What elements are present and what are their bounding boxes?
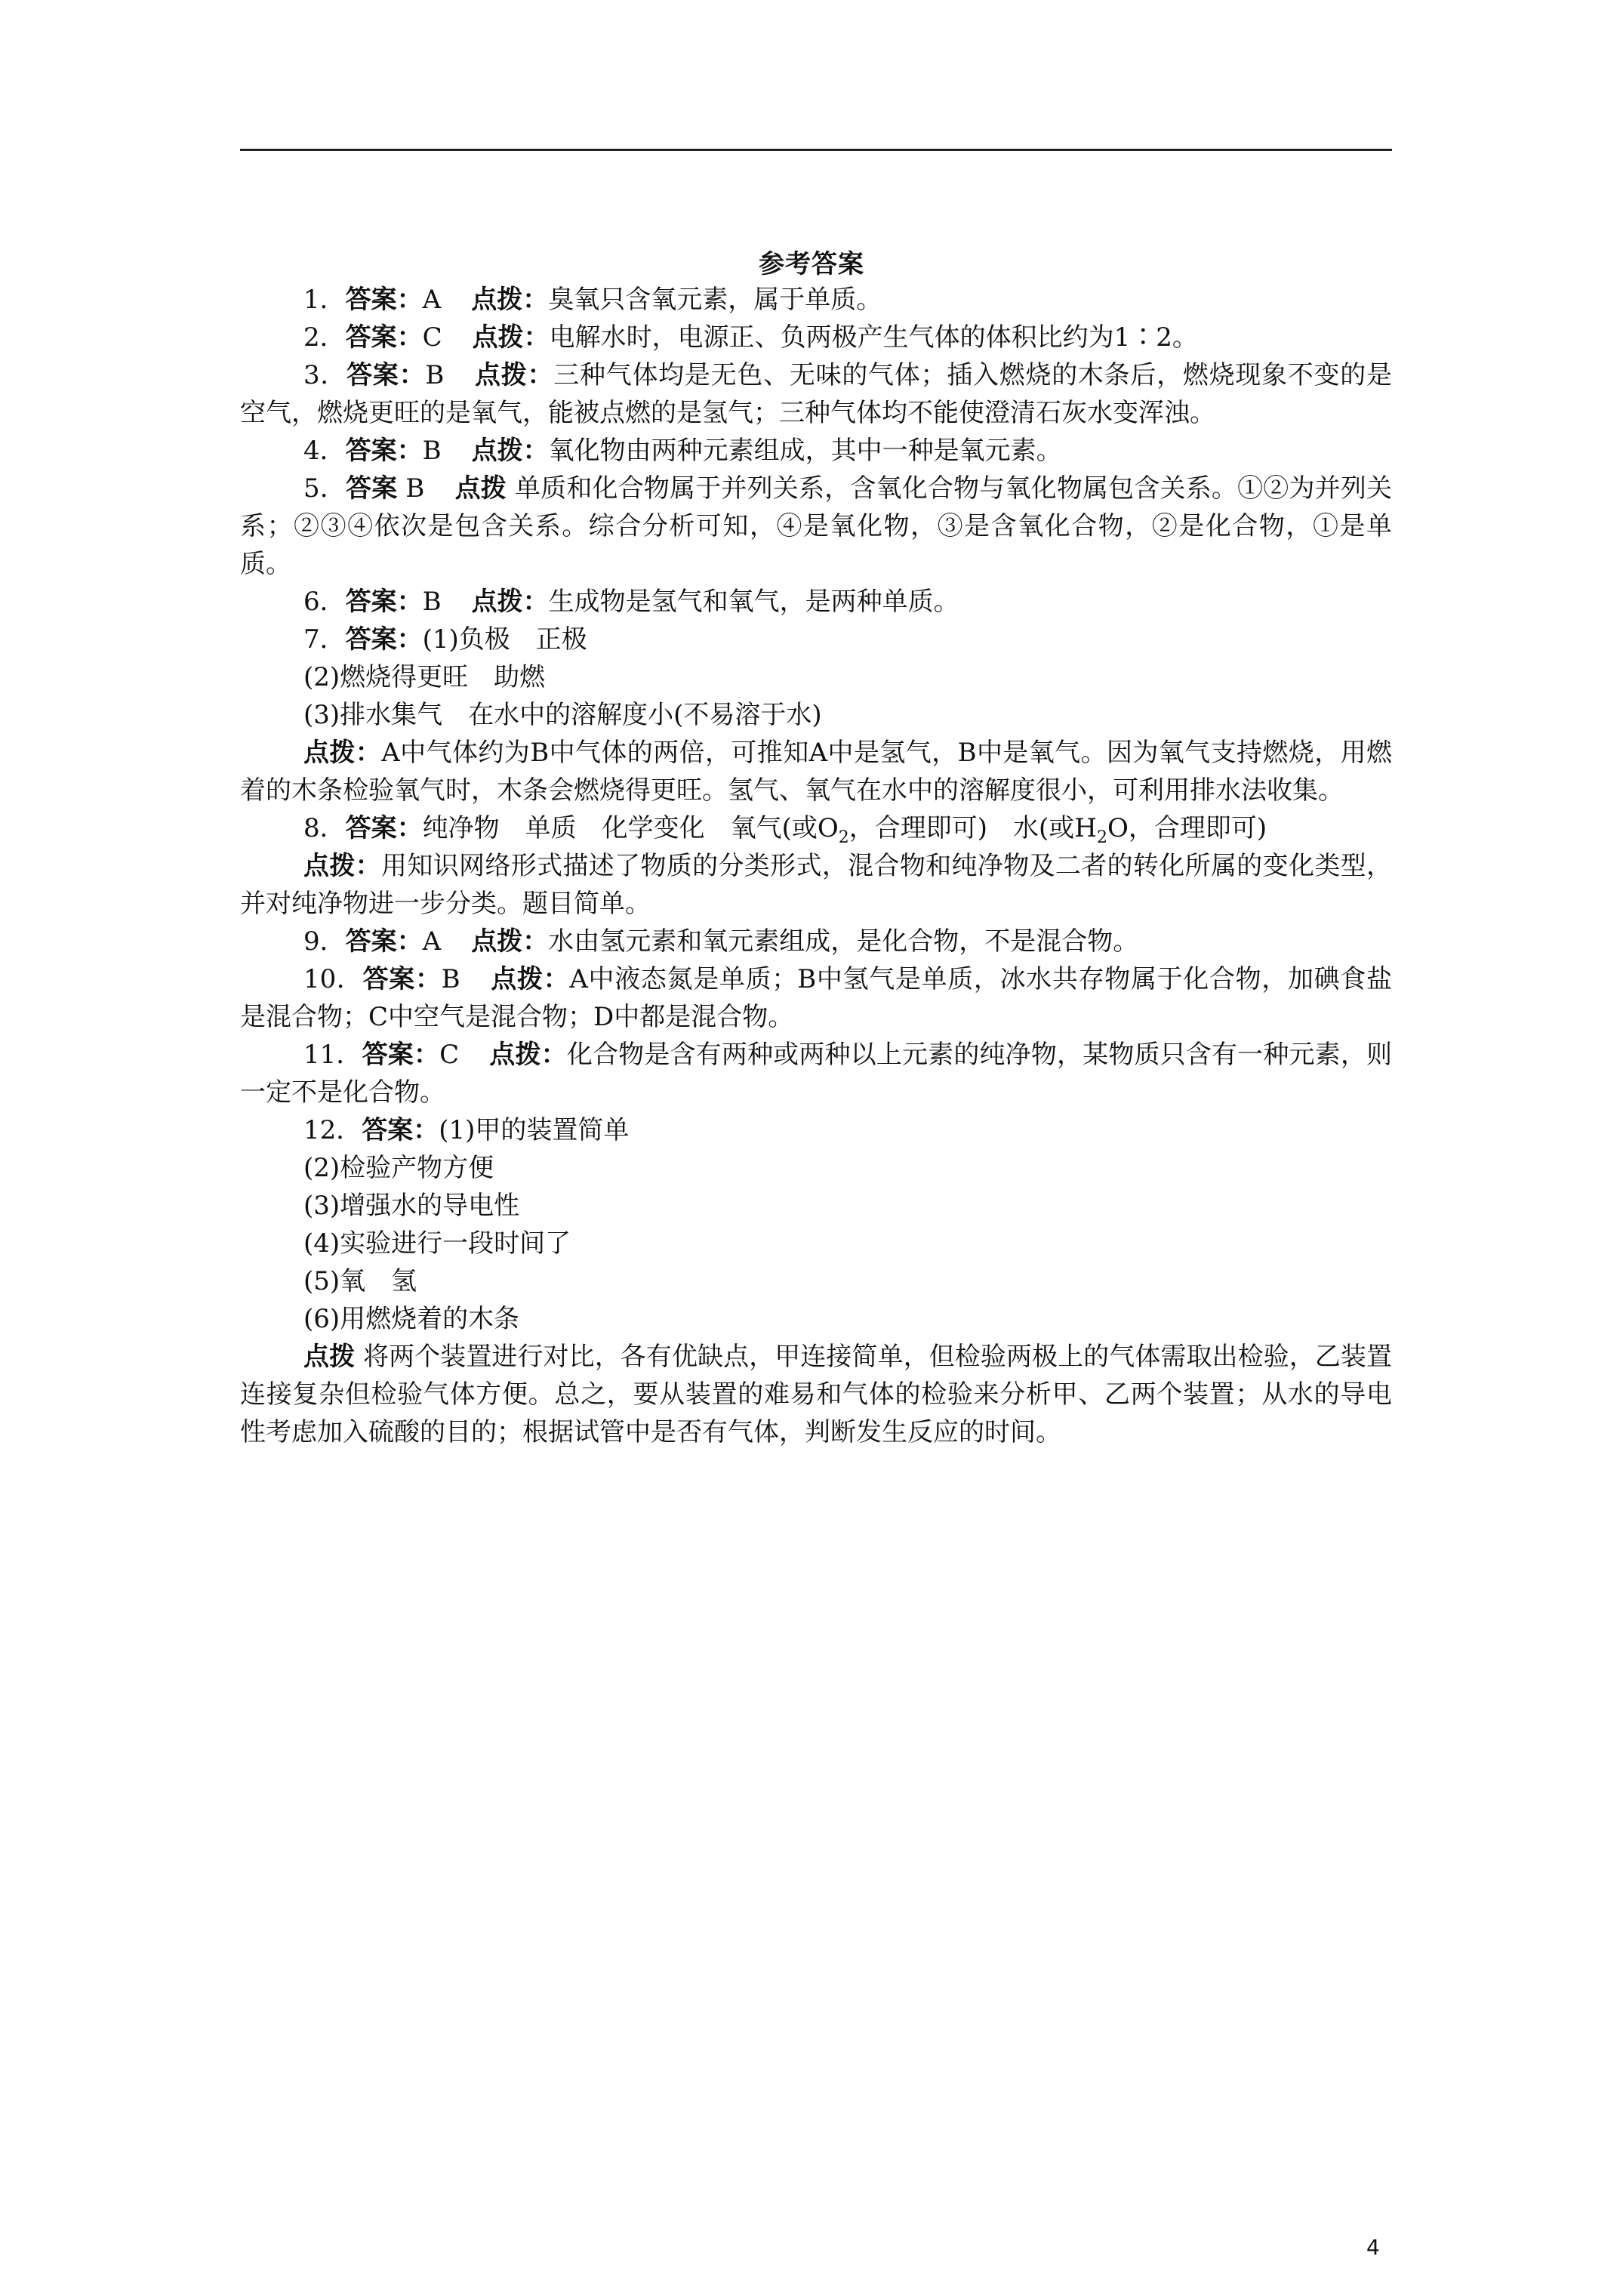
answer-value: A [422, 926, 442, 957]
answer-content [240, 281, 1392, 1451]
answer-12-hint [240, 1338, 1392, 1451]
answer-number: 4． [303, 436, 346, 466]
answer-value: C [422, 322, 442, 353]
answer-7-line-2: (2)燃烧得更旺 助燃 [303, 662, 546, 692]
hint-label: 点拨： [471, 587, 549, 617]
answer-text-c: O，合理即可) [1107, 813, 1267, 843]
answer-number: 7． [303, 624, 346, 655]
hint-label: 点拨： [303, 851, 382, 881]
answer-7 [240, 621, 1392, 658]
answer-4 [240, 432, 1392, 470]
hint-text: 单质和化合物属于并列关系，含氧化合物与氧化物属包含关系。①②为并列关系；②③④依次是包含关系。综合分析可知，④是氧化物，③是含氧化合物，②是化合物，①是单质。 [240, 473, 1393, 579]
answer-number: 3． [303, 360, 347, 390]
hint-text: 化合物是含有两种或两种以上元素的纯净物，某物质只含有一种元素，则一定不是化合物。 [240, 1040, 1393, 1108]
subscript: 2 [1096, 827, 1107, 847]
answer-value: B [405, 473, 425, 504]
answer-8 [240, 809, 1392, 847]
answer-8-hint [240, 847, 1392, 923]
answer-value: B [422, 587, 442, 617]
hint-label: 点拨： [471, 926, 549, 957]
page-title: 参考答案 [759, 249, 864, 279]
answer-number: 11． [303, 1040, 362, 1070]
hint-text: 生成物是氢气和氧气，是两种单质。 [548, 587, 959, 617]
answer-number: 1． [303, 285, 346, 315]
hint-text: 电解水时，电源正、负两极产生气体的体积比约为1∶2。 [549, 322, 1198, 353]
answer-12-line-6: (6)用燃烧着的木条 [303, 1304, 520, 1334]
answer-line: (1)负极 正极 [422, 624, 587, 655]
answer-11 [240, 1036, 1392, 1111]
answer-text-a: 纯净物 单质 化学变化 氧气(或O [422, 813, 839, 843]
answer-value: A [422, 285, 442, 315]
answer-label: 答案： [362, 1040, 440, 1070]
hint-label: 点拨： [489, 1040, 567, 1070]
answer-2 [240, 319, 1392, 356]
hint-label: 点拨： [472, 322, 550, 353]
answer-value: B [422, 436, 442, 466]
answer-number: 12． [303, 1115, 362, 1145]
answer-7-hint [240, 734, 1392, 809]
answer-label: 答案： [345, 813, 423, 843]
answer-number: 2． [303, 322, 346, 353]
hint-label: 点拨 [454, 473, 507, 504]
answer-5 [240, 470, 1392, 583]
answer-label: 答案： [362, 964, 442, 994]
answer-number: 10． [303, 964, 363, 994]
hint-text: 臭氧只含氧元素，属于单质。 [548, 285, 882, 315]
answer-line: (1)甲的装置简单 [439, 1115, 630, 1145]
answer-label: 答案： [345, 587, 423, 617]
answer-label: 答案： [345, 285, 423, 315]
hint-label: 点拨： [471, 285, 549, 315]
answer-1 [240, 281, 1392, 319]
header-rule [240, 149, 1392, 151]
hint-label: 点拨： [490, 964, 570, 994]
page-number: 4 [1366, 2235, 1380, 2260]
hint-text: 三种气体均是无色、无味的气体；插入燃烧的木条后，燃烧现象不变的是空气，燃烧更旺的是氧气，能被点燃的是氢气；三种气体均不能使澄清石灰水变浑浊。 [240, 360, 1393, 428]
subscript: 2 [838, 827, 849, 847]
answer-number: 9． [303, 926, 346, 957]
hint-text: 水由氢元素和氧元素组成，是化合物，不是混合物。 [548, 926, 1139, 957]
answer-label: 答案： [346, 360, 426, 390]
answer-label: 答案 [346, 473, 398, 504]
answer-label: 答案： [345, 322, 423, 353]
hint-text: A中液态氮是单质；B中氢气是单质，冰水共存物属于化合物，加碘食盐是混合物；C中空气是混合物；D中都是混合物。 [240, 964, 1392, 1032]
answer-label: 答案： [345, 926, 423, 957]
answer-value: B [441, 964, 460, 994]
answer-value: C [439, 1040, 460, 1070]
hint-label: 点拨 [303, 1342, 356, 1372]
hint-text: A中气体约为B中气体的两倍，可推知A中是氢气，B中是氧气。因为氧气支持燃烧，用燃着的木条检验氧气时，木条会燃烧得更旺。氢气、氧气在水中的溶解度很小，可利用排水法收集。 [240, 738, 1393, 806]
answer-9 [240, 923, 1392, 960]
answer-7-line-3: (3)排水集气 在水中的溶解度小(不易溶于水) [303, 700, 822, 730]
hint-label: 点拨： [303, 738, 382, 768]
answer-10 [240, 960, 1392, 1036]
answer-number: 6． [303, 587, 346, 617]
hint-label: 点拨： [471, 436, 549, 466]
answer-label: 答案： [345, 624, 423, 655]
answer-3 [240, 356, 1392, 432]
answer-value: B [425, 360, 445, 390]
hint-text: 将两个装置进行对比，各有优缺点，甲连接简单，但检验两极上的气体需取出检验，乙装置连接复杂但检验气体方便。总之，要从装置的难易和气体的检验来分析甲、乙两个装置；从水的导电性考虑加入硫酸的目的；根据试管中是否有气体，判断发生反应的时间。 [240, 1342, 1393, 1447]
answer-text-b: ，合理即可) 水(或H [848, 813, 1097, 843]
hint-text: 氧化物由两种元素组成，其中一种是氧元素。 [548, 436, 1062, 466]
answer-12-line-2: (2)检验产物方便 [303, 1153, 494, 1183]
hint-label: 点拨： [474, 360, 554, 390]
hint-text: 用知识网络形式描述了物质的分类形式，混合物和纯净物及二者的转化所属的变化类型，并对纯净物进一步分类。题目简单。 [240, 851, 1393, 919]
answer-12 [240, 1111, 1392, 1149]
answer-12-line-3: (3)增强水的导电性 [303, 1191, 520, 1221]
answer-12-line-4: (4)实验进行一段时间了 [303, 1228, 571, 1259]
answer-12-line-5: (5)氧 氢 [303, 1266, 417, 1296]
answer-label: 答案： [362, 1115, 439, 1145]
answer-label: 答案： [345, 436, 423, 466]
answer-6 [240, 583, 1392, 621]
answer-number: 5． [303, 473, 346, 504]
answer-number: 8． [303, 813, 346, 843]
